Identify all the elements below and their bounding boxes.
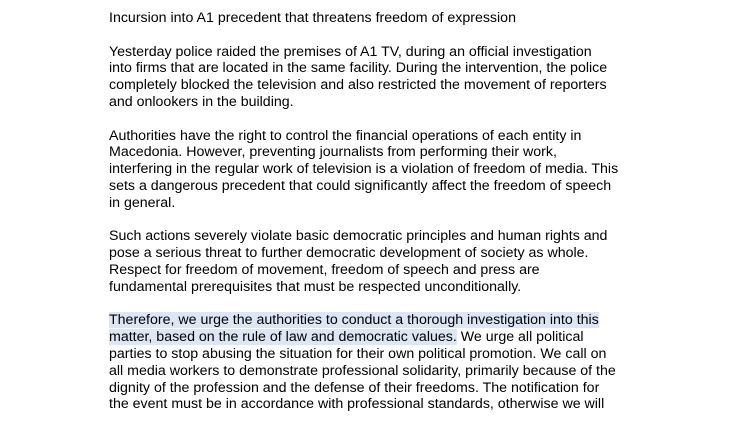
- document-title: Incursion into A1 precedent that threatens freedom of expression: [109, 10, 516, 26]
- paragraph-3: [109, 228, 654, 295]
- text-line: sets a dangerous precedent that could significantly affect the freedom of speech: [109, 177, 612, 194]
- text-line: parties to stop abusing the situation for their own political promotion. We call on: [109, 345, 607, 362]
- text-line: pose a serious threat to further democratic development of society as whole.: [109, 245, 589, 262]
- text-line: Authorities have the right to control the financial operations of each entity in: [109, 127, 582, 144]
- text-line: all media workers to demonstrate professional solidarity, primarily because of the: [109, 362, 616, 379]
- text-line: [109, 312, 654, 329]
- text-line: dignity of the profession and the defense of their freedoms. The notification for: [109, 379, 600, 396]
- text-line: Yesterday police raided the premises of A1 TV, during an official investigation: [109, 43, 592, 60]
- paragraph-2: [109, 128, 654, 212]
- text-line: and onlookers in the building.: [109, 93, 294, 110]
- text-line: into firms that are located in the same facility. During the intervention, the police: [109, 60, 608, 77]
- text-line: Such actions severely violate basic democratic principles and human rights and: [109, 228, 608, 245]
- text-line: the event must be in accordance with professional standards, otherwise we will: [109, 396, 605, 413]
- text-line: completely blocked the television and also restricted the movement of reporters: [109, 77, 607, 94]
- paragraph-4: [109, 312, 654, 413]
- text-line: Respect for freedom of movement, freedom of speech and press are: [109, 261, 540, 278]
- text-line: [109, 329, 654, 346]
- paragraph-1: [109, 44, 654, 111]
- document-page: [109, 10, 654, 430]
- text-line: fundamental prerequisites that must be respected unconditionally.: [109, 278, 522, 295]
- text-line: interfering in the regular work of television is a violation of freedom of media. This: [109, 161, 619, 178]
- text-line: in general.: [109, 194, 176, 211]
- text-line: Macedonia. However, preventing journalists from performing their work,: [109, 144, 557, 161]
- text-run: We urge all political: [456, 329, 584, 346]
- selected-text[interactable]: matter, based on the rule of law and democratic values.: [109, 329, 457, 346]
- selected-text[interactable]: Therefore, we urge the authorities to conduct a thorough investigation into this: [109, 312, 599, 329]
